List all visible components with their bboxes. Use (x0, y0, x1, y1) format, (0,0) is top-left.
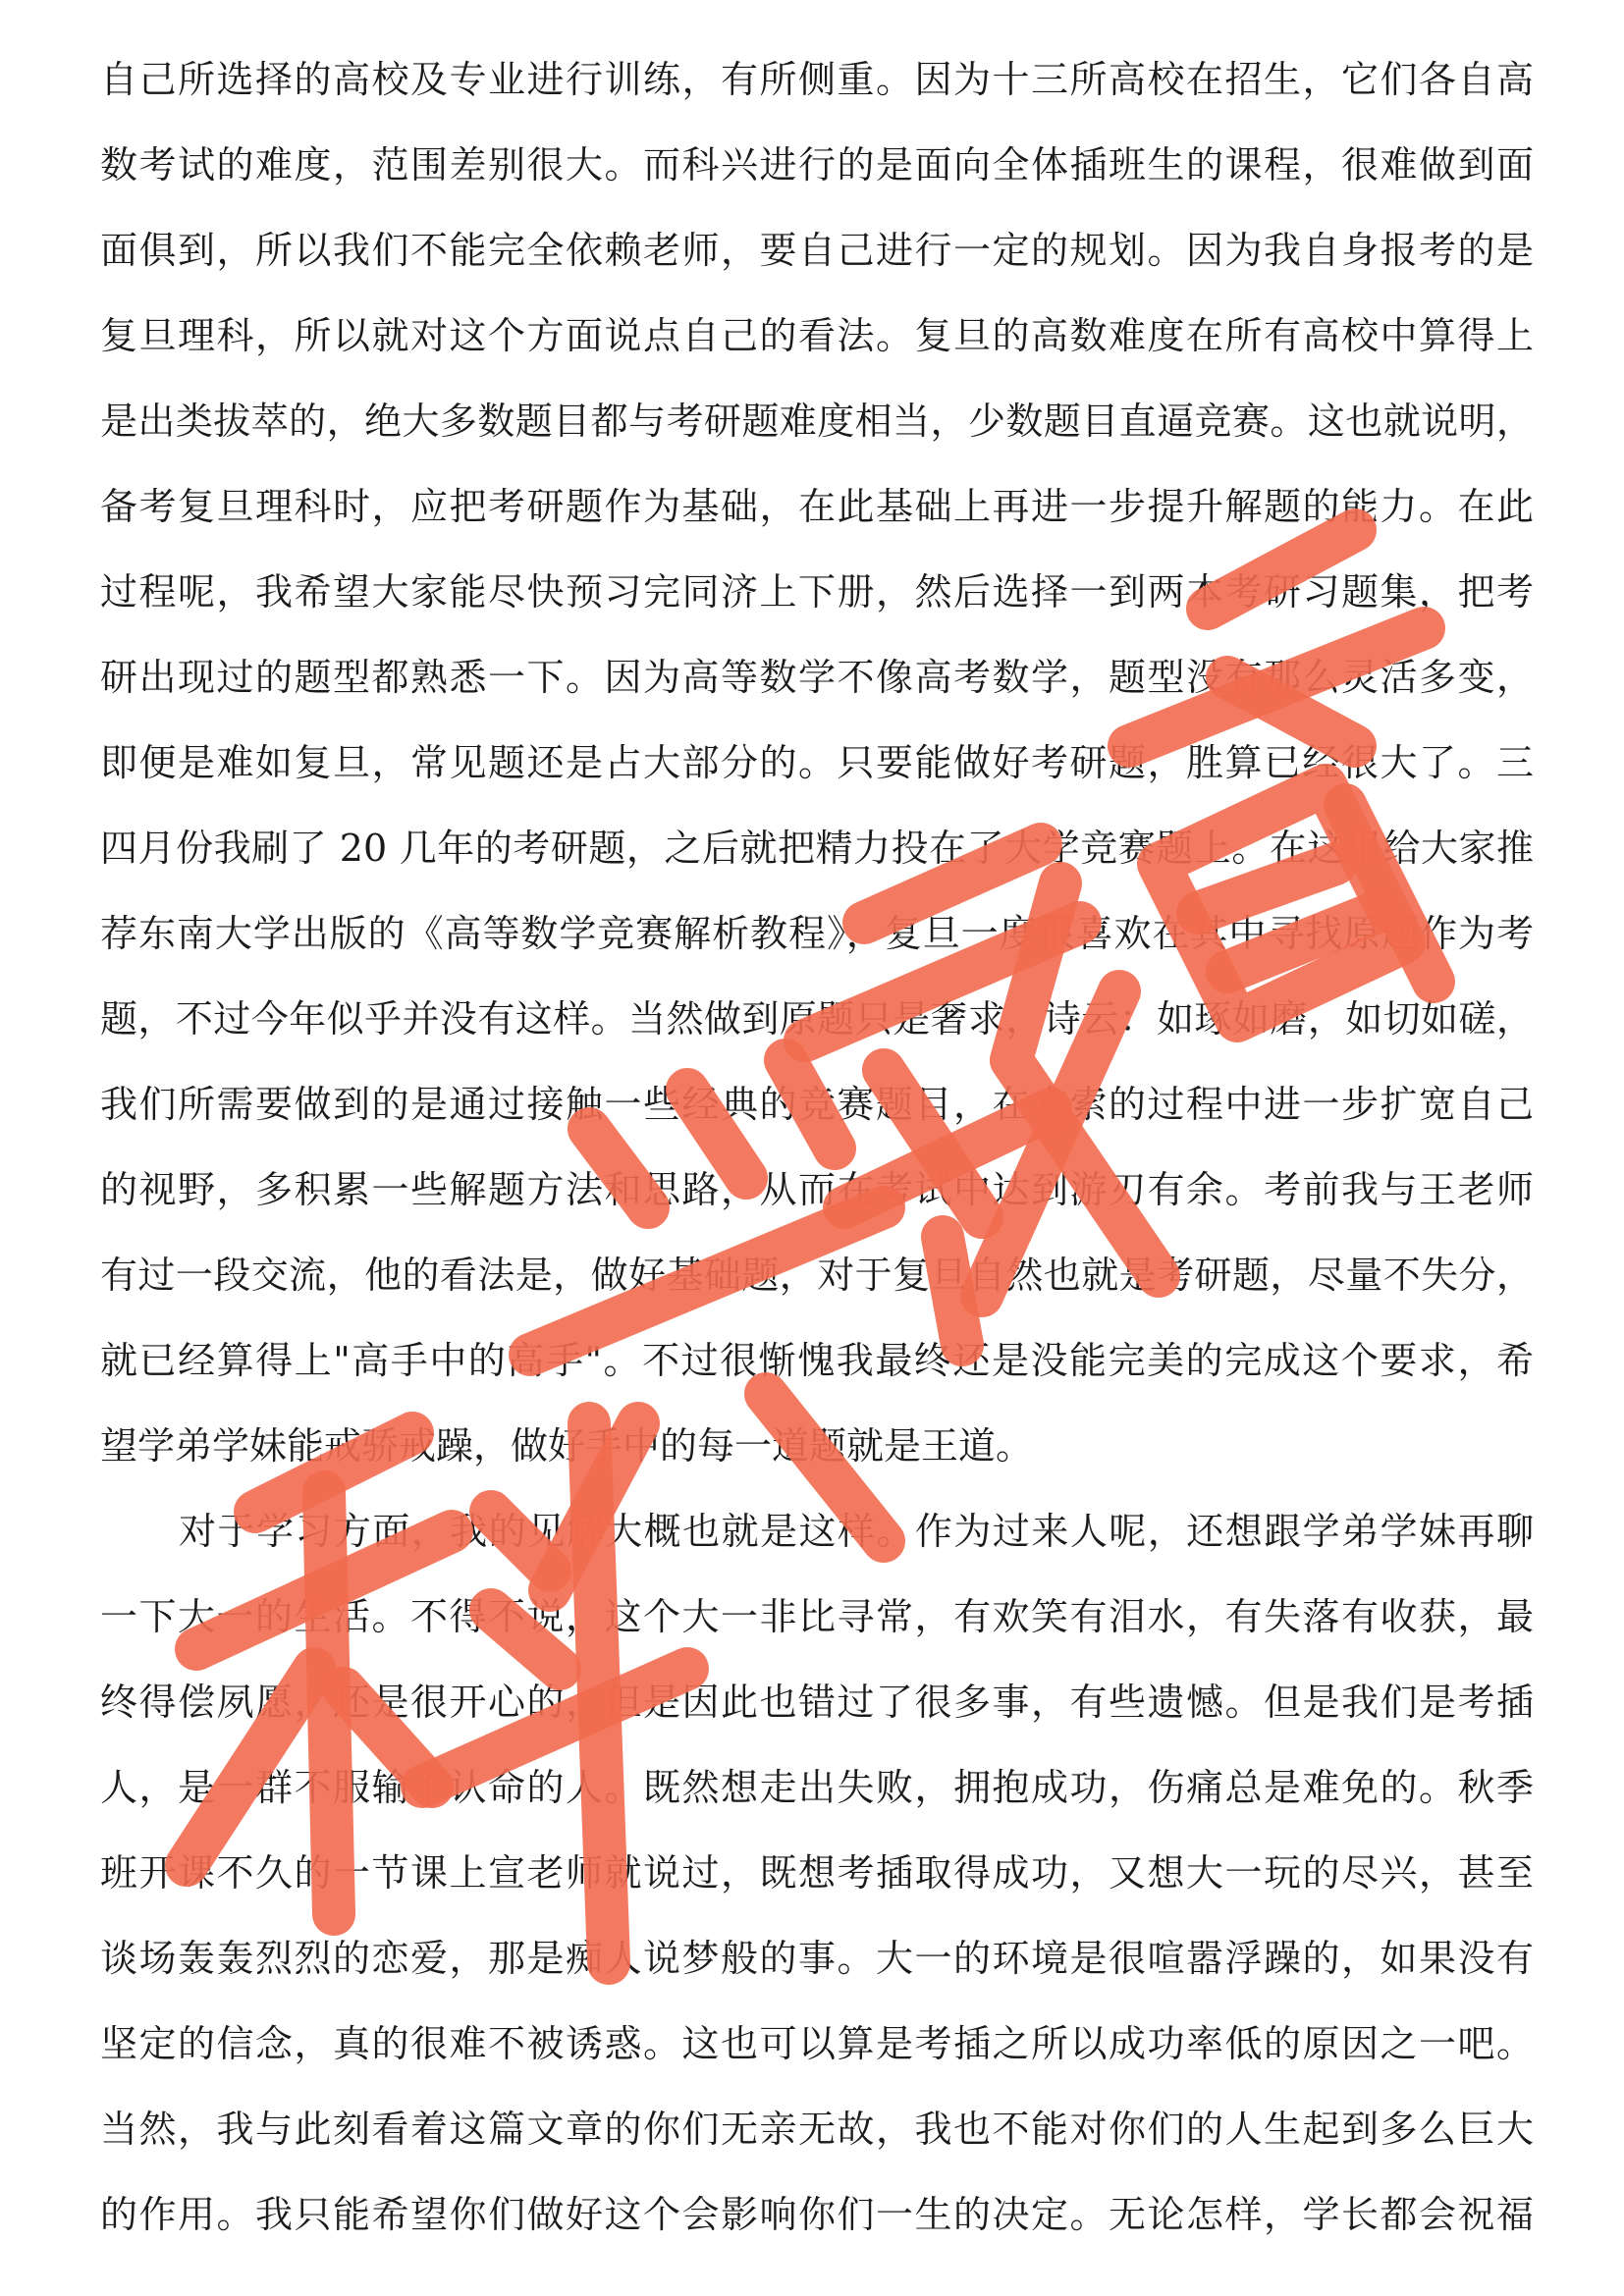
text-line: 终得偿夙愿，还是很开心的，但是因此也错过了很多事，有些遗憾。但是我们是考插 (100, 1681, 1534, 1724)
text-line: 有过一段交流，他的看法是，做好基础题，对于复旦自然也就是考研题，尽量不失分， (100, 1254, 1534, 1297)
text-line: 荐东南大学出版的《高等数学竞赛解析教程》，复旦一度很喜欢在其中寻找原题作为考 (100, 912, 1534, 955)
text-line: 我们所需要做到的是通过接触一些经典的竞赛题目，在求索的过程中进一步扩宽自己 (100, 1083, 1534, 1126)
text-line: 当然，我与此刻看着这篇文章的你们无亲无故，我也不能对你们的人生起到多么巨大 (100, 2108, 1534, 2151)
text-line: 班开课不久的一节课上宣老师就说过，既想考插取得成功，又想大一玩的尽兴，甚至 (100, 1851, 1534, 1895)
text-line: 备考复旦理科时，应把考研题作为基础，在此基础上再进一步提升解题的能力。在此 (100, 485, 1534, 528)
text-line: 是出类拔萃的，绝大多数题目都与考研题难度相当，少数题目直逼竞赛。这也就说明， (100, 400, 1534, 443)
text-line: 过程呢，我希望大家能尽快预习完同济上下册，然后选择一到两本考研习题集，把考 (100, 570, 1534, 614)
text-line: 面俱到，所以我们不能完全依赖老师，要自己进行一定的规划。因为我自身报考的是 (100, 229, 1534, 272)
text-line: 自己所选择的高校及专业进行训练，有所侧重。因为十三所高校在招生，它们各自高 (100, 58, 1534, 101)
text-line: 坚定的信念，真的很难不被诱惑。这也可以算是考插之所以成功率低的原因之一吧。 (100, 2022, 1534, 2065)
text-line: 人，是一群不服输不认命的人。既然想走出失败，拥抱成功，伤痛总是难免的。秋季 (100, 1766, 1534, 1809)
text-line: 就已经算得上"高手中的高手"。不过很惭愧我最终还是没能完美的完成这个要求，希 (100, 1339, 1534, 1382)
text-line: 一下大一的生活。不得不说，这个大一非比寻常，有欢笑有泪水，有失落有收获，最 (100, 1595, 1534, 1638)
text-line: 题，不过今年似乎并没有这样。当然做到原题只是奢求，诗云：如琢如磨，如切如磋， (100, 997, 1534, 1041)
paragraph (100, 1489, 1534, 2258)
paragraph (100, 37, 1534, 1489)
text-line: 对于学习方面，我的见解大概也就是这样。作为过来人呢，还想跟学弟学妹再聊 (179, 1510, 1534, 1553)
text-line: 研出现过的题型都熟悉一下。因为高等数学不像高考数学，题型没有那么灵活多变， (100, 656, 1534, 699)
text-line: 谈场轰轰烈烈的恋爱，那是痴人说梦般的事。大一的环境是很喧嚣浮躁的，如果没有 (100, 1937, 1534, 1980)
text-line: 四月份我刷了 20 几年的考研题，之后就把精力投在了大学竞赛题上。在这里给大家推 (100, 827, 1534, 870)
text-line: 望学弟学妹能戒骄戒躁，做好手中的每一道题就是王道。 (100, 1424, 1034, 1468)
text-line: 复旦理科，所以就对这个方面说点自己的看法。复旦的高数难度在所有高校中算得上 (100, 314, 1534, 357)
text-line: 即便是难如复旦，常见题还是占大部分的。只要能做好考研题，胜算已经很大了。三 (100, 741, 1534, 784)
text-line: 的作用。我只能希望你们做好这个会影响你们一生的决定。无论怎样，学长都会祝福 (100, 2193, 1534, 2236)
document-body (100, 37, 1534, 2258)
text-line: 数考试的难度，范围差别很大。而科兴进行的是面向全体插班生的课程，很难做到面 (100, 143, 1534, 187)
text-line: 的视野，多积累一些解题方法和思路，从而在考试中达到游刃有余。考前我与王老师 (100, 1168, 1534, 1211)
